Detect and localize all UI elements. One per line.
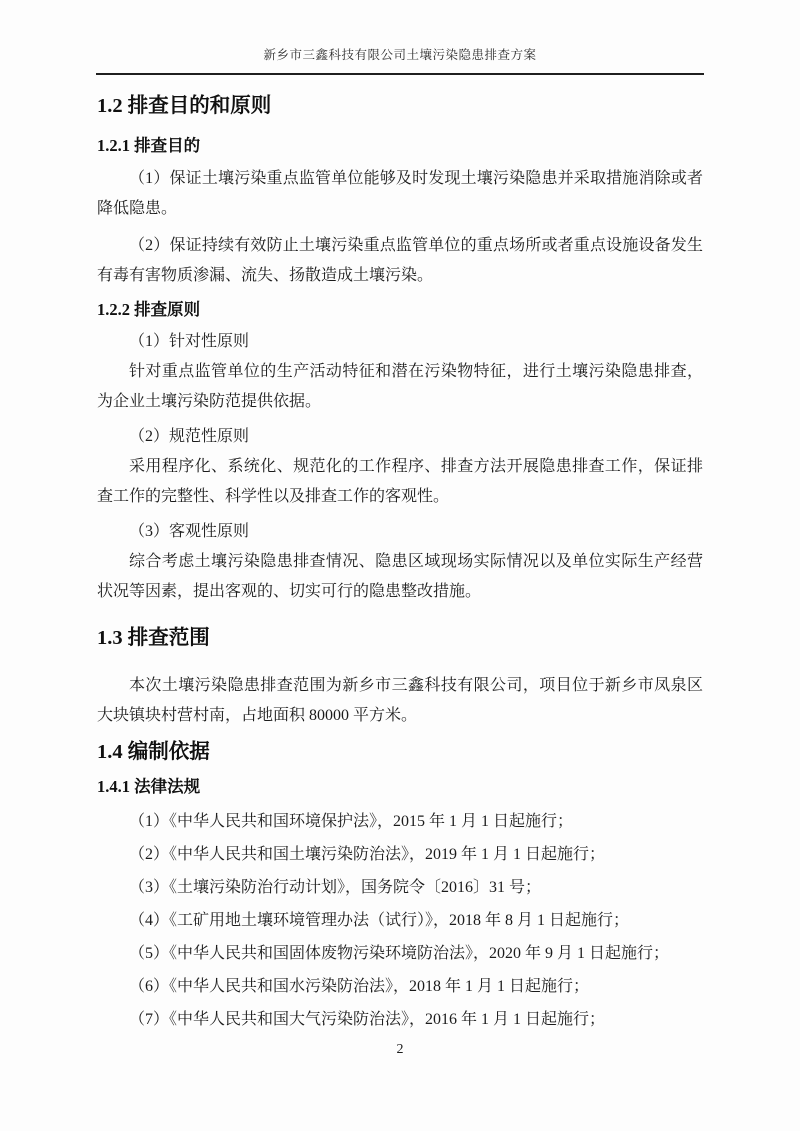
heading-1-2-2: 1.2.2 排查原则 [97, 300, 201, 319]
page-header-title: 新乡市三鑫科技有限公司土壤污染隐患排查方案 [263, 48, 537, 62]
law-item: （7）《中华人民共和国大气污染防治法》，2016 年 1 月 1 日起施行； [129, 1011, 606, 1028]
page-header [96, 0, 704, 75]
paragraph-principle-3-body: 综合考虑土壤污染隐患排查情况、隐患区域现场实际情况以及单位实际生产经营状况等因素，提出客观的、切实可行的隐患整改措施。 [97, 553, 703, 600]
law-item: （4）《工矿用地土壤环境管理办法（试行）》，2018 年 8 月 1 日起施行； [129, 912, 630, 929]
law-item: （3）《土壤污染防治行动计划》，国务院令〔2016〕31 号； [129, 879, 542, 896]
paragraph-purpose-1: （1）保证土壤污染重点监管单位能够及时发现土壤污染隐患并采取措施消除或者降低隐患。 [97, 170, 703, 217]
law-item: （6）《中华人民共和国水污染防治法》，2018 年 1 月 1 日起施行； [129, 978, 590, 995]
law-item: （1）《中华人民共和国环境保护法》，2015 年 1 月 1 日起施行； [129, 813, 574, 830]
paragraph-principle-2-title: （2）规范性原则 [129, 428, 250, 445]
law-item: （2）《中华人民共和国土壤污染防治法》，2019 年 1 月 1 日起施行； [129, 846, 606, 863]
paragraph-scope: 本次土壤污染隐患排查范围为新乡市三鑫科技有限公司，项目位于新乡市凤泉区大块镇块村营村南，占地面积 80000 平方米。 [97, 677, 703, 724]
paragraph-principle-1-title: （1）针对性原则 [129, 333, 250, 350]
paragraph-principle-3-title: （3）客观性原则 [129, 523, 250, 540]
heading-1-4: 1.4 编制依据 [97, 741, 210, 763]
heading-1-2: 1.2 排查目的和原则 [97, 95, 272, 117]
law-list [97, 805, 703, 1036]
paragraph-purpose-2: （2）保证持续有效防止土壤污染重点监管单位的重点场所或者重点设施设备发生有毒有害物质渗漏、流失、扬散造成土壤污染。 [97, 237, 703, 284]
paragraph-principle-1-body: 针对重点监管单位的生产活动特征和潜在污染物特征，进行土壤污染隐患排查，为企业土壤污染防范提供依据。 [97, 363, 703, 410]
heading-1-4-1: 1.4.1 法律法规 [97, 777, 201, 796]
heading-1-3: 1.3 排查范围 [97, 627, 210, 649]
law-item: （5）《中华人民共和国固体废物污染环境防治法》，2020 年 9 月 1 日起施行； [129, 945, 670, 962]
page-footer [0, 1040, 800, 1058]
paragraph-principle-2-body: 采用程序化、系统化、规范化的工作程序、排查方法开展隐患排查工作，保证排查工作的完整性、科学性以及排查工作的客观性。 [97, 458, 703, 505]
heading-1-2-1: 1.2.1 排查目的 [97, 136, 201, 155]
document-content [97, 91, 703, 1036]
page-number: 2 [396, 1042, 404, 1057]
